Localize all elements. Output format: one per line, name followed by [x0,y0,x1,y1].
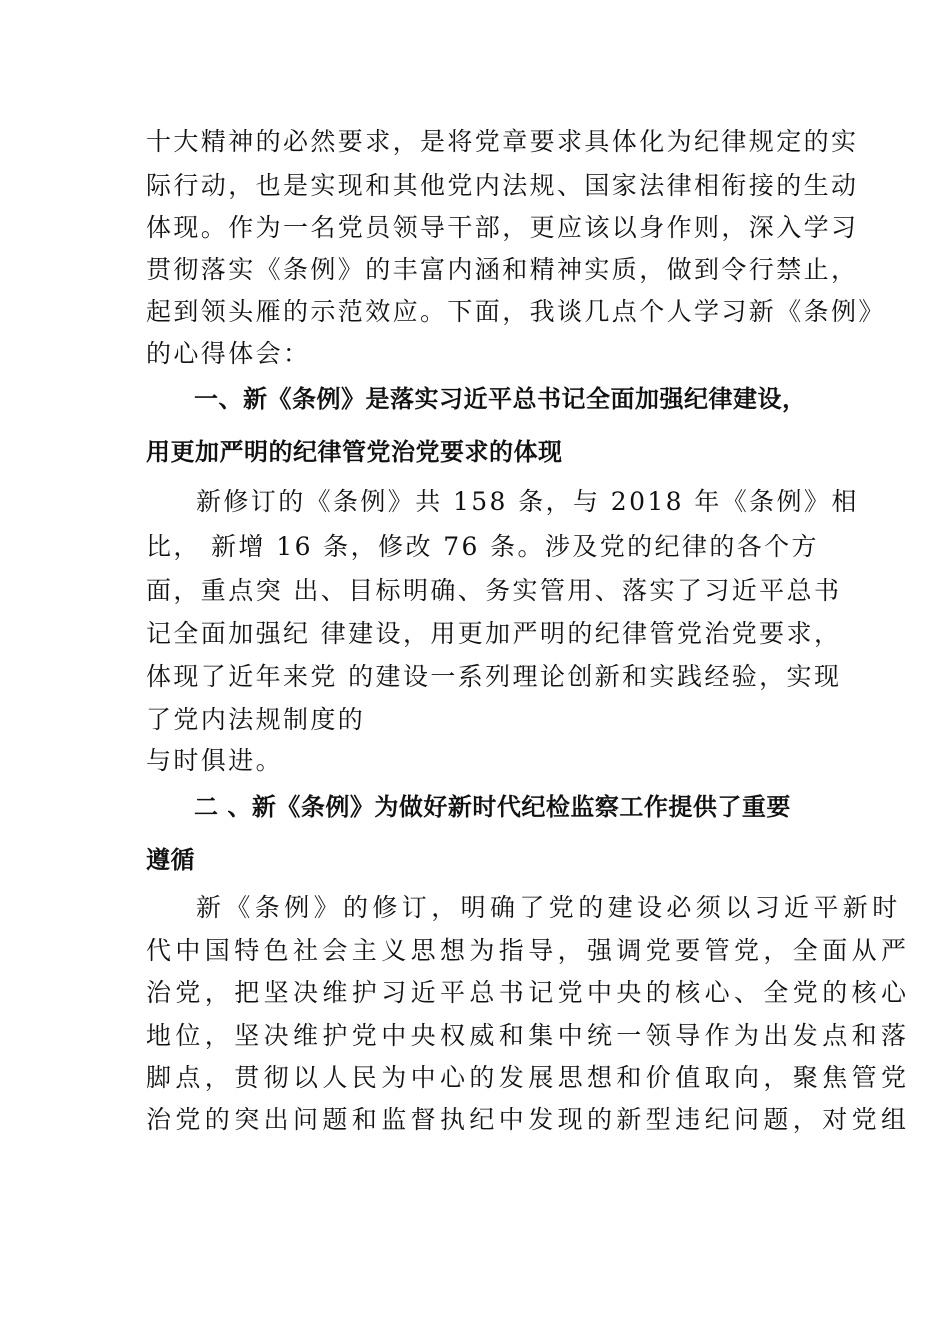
text-line: 新《条例》的修订，明确了党的建设必须以习近平新时 [196,893,902,922]
text-line: 比， 新增 16 条，修改 76 条。涉及党的纪律的各个方 [146,532,819,561]
heading-line: 一、新《条例》是落实习近平总书记全面加强纪律建设， [194,385,807,413]
text-line: 面，重点突 出、目标明确、务实管用、落实了习近平总书 [146,576,842,605]
heading-line: 遵循 [146,846,195,874]
text-line: 记全面加强纪 律建设，用更加严明的纪律管党治党要求， [146,619,842,648]
text-line: 际行动，也是实现和其他党内法规、国家法律相衔接的生动 [146,171,859,200]
text-line: 与时俱进。 [146,746,284,775]
text-line: 贯彻落实《条例》的丰富内涵和精神实质，做到令行禁止， [146,255,859,284]
text-line: 脚点，贯彻以人民为中心的发展思想和价值取向，聚焦管党 [146,1063,911,1092]
text-line: 十大精神的必然要求，是将党章要求具体化为纪律规定的实 [146,127,859,156]
text-line: 新修订的《条例》共 158 条，与 2018 年《条例》相 [196,487,859,516]
heading-line: 二 、新《条例》为做好新时代纪检监察工作提供了重要 [194,793,791,821]
text-line: 了党内法规制度的 [146,705,366,734]
text-line: 体现了近年来党 的建设一系列理论创新和实践经验，实现 [146,662,842,691]
text-line: 地位，坚决维护党中央权威和集中统一领导作为出发点和落 [146,1021,911,1050]
text-line: 体现。作为一名党员领导干部，更应该以身作则，深入学习 [146,213,859,242]
heading-line: 用更加严明的纪律管党治党要求的体现 [146,438,563,466]
text-line: 治党的突出问题和监督执纪中发现的新型违纪问题，对党组 [146,1105,911,1134]
text-line: 起到领头雁的示范效应。下面，我谈几点个人学习新《条例》 [146,297,886,326]
text-line: 代中国特色社会主义思想为指导，强调党要管党，全面从严 [146,936,911,965]
text-line: 治党，把坚决维护习近平总书记党中央的核心、全党的核心 [146,978,911,1007]
text-line: 的心得体会： [146,339,311,368]
